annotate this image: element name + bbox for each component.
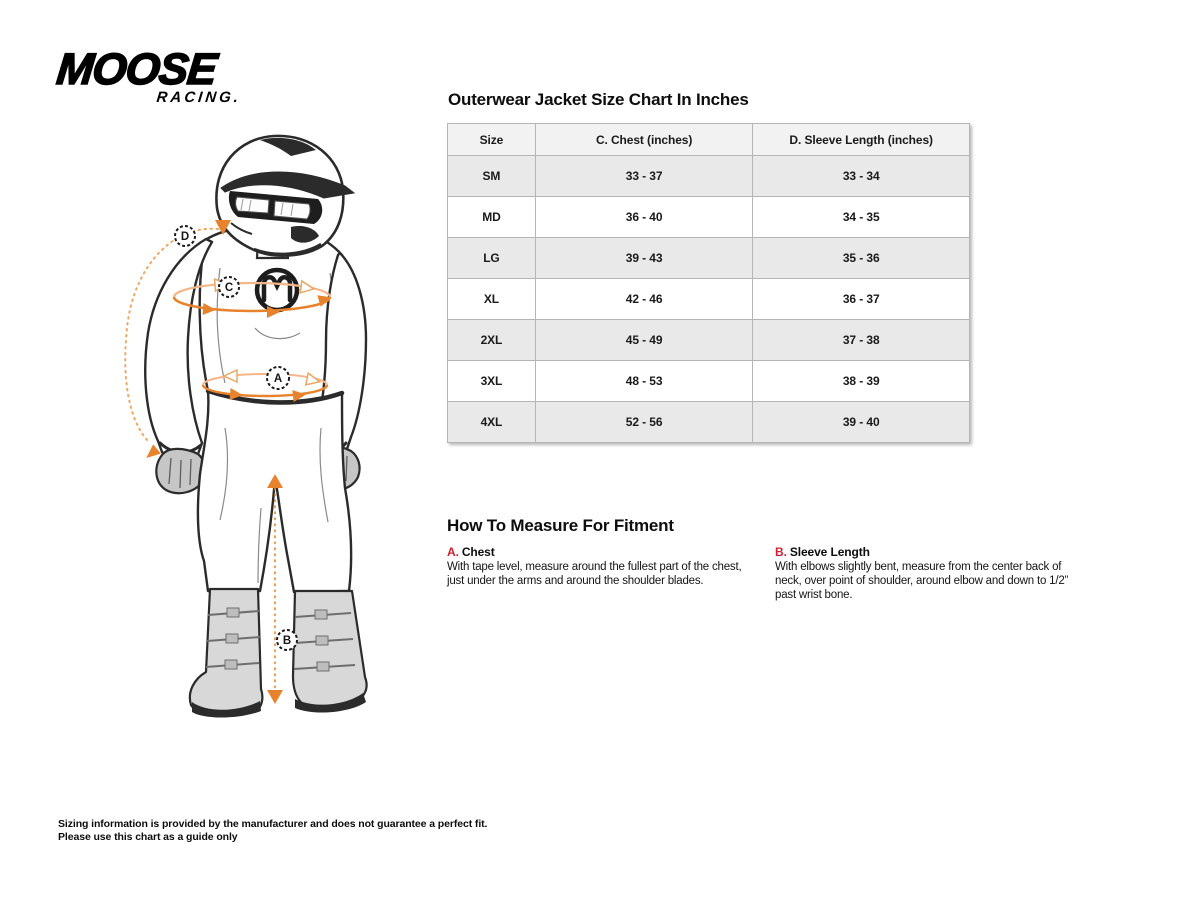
value-cell: 33 - 34 [753, 156, 970, 197]
measure-item-sleeve [775, 545, 1087, 602]
value-cell: 35 - 36 [753, 238, 970, 279]
table-row [448, 197, 970, 238]
value-cell: 42 - 46 [535, 279, 753, 320]
measure-sleeve-name: Sleeve Length [789, 545, 870, 559]
header-size: Size [448, 124, 536, 156]
marker-a-label: A [273, 373, 283, 385]
marker-waist-a [267, 367, 289, 389]
marker-sleeve-d [175, 226, 195, 246]
value-cell: 33 - 37 [535, 156, 753, 197]
sizing-disclaimer [58, 818, 487, 844]
disclaimer-line-1: Sizing information is provided by the manufacturer and does not guarantee a perfect fit. [58, 818, 488, 830]
marker-c-label: C [224, 282, 234, 294]
jersey-chest-logo [257, 270, 297, 310]
value-cell: 45 - 49 [535, 320, 753, 361]
measure-sleeve-description: With elbows slightly bent, measure from the center back of neck, over point of shoulder, around elbow and down to 1/2” past wrist bone. [775, 561, 1069, 602]
table-row [448, 279, 970, 320]
goggle-lens-left [236, 197, 269, 213]
logo-moose-text: MOOSE [54, 45, 219, 94]
marker-b-label: B [282, 635, 292, 647]
size-chart-table [447, 123, 970, 443]
value-cell: 37 - 38 [753, 320, 970, 361]
size-chart-title: Outerwear Jacket Size Chart In Inches [448, 90, 749, 109]
measure-chest-name: Chest [461, 545, 495, 559]
table-row [448, 361, 970, 402]
rider-illustration [55, 128, 425, 740]
table-row [448, 402, 970, 443]
marker-d-label: D [180, 231, 190, 243]
size-cell: 3XL [448, 361, 536, 402]
size-cell: 2XL [448, 320, 536, 361]
size-cell: XL [448, 279, 536, 320]
logo-racing-text: RACING. [155, 89, 242, 106]
how-to-measure-section [447, 516, 1107, 602]
measure-chest-letter: A. [447, 545, 459, 559]
size-cell: MD [448, 197, 536, 238]
measure-sleeve-letter: B. [775, 545, 787, 559]
value-cell: 52 - 56 [535, 402, 753, 443]
size-cell: 4XL [448, 402, 536, 443]
value-cell: 39 - 43 [535, 238, 753, 279]
moose-racing-logo [54, 45, 247, 106]
size-table-body [448, 156, 970, 443]
value-cell: 39 - 40 [753, 402, 970, 443]
helmet [216, 136, 354, 258]
measure-chest-description: With tape level, measure around the fullest part of the chest, just under the arms and around the shoulder blades. [447, 561, 742, 588]
measure-chest-heading [447, 545, 759, 559]
marker-inseam-b [277, 630, 297, 650]
left-boot [190, 589, 263, 718]
measure-sleeve-heading [775, 545, 1087, 559]
value-cell: 36 - 40 [535, 197, 753, 238]
table-row [448, 156, 970, 197]
marker-chest-c [219, 277, 239, 297]
value-cell: 34 - 35 [753, 197, 970, 238]
header-sleeve-length: D. Sleeve Length (inches) [753, 124, 970, 156]
value-cell: 38 - 39 [753, 361, 970, 402]
size-cell: SM [448, 156, 536, 197]
measure-item-chest [447, 545, 759, 588]
table-row [448, 238, 970, 279]
value-cell: 48 - 53 [535, 361, 753, 402]
how-to-measure-title: How To Measure For Fitment [447, 516, 674, 535]
size-cell: LG [448, 238, 536, 279]
right-boot [293, 591, 367, 713]
rider-figure-svg [55, 128, 425, 740]
table-row [448, 320, 970, 361]
disclaimer-line-2: Please use this chart as a guide only [58, 830, 238, 843]
value-cell: 36 - 37 [753, 279, 970, 320]
header-chest: C. Chest (inches) [535, 124, 753, 156]
table-header-row [448, 124, 970, 156]
